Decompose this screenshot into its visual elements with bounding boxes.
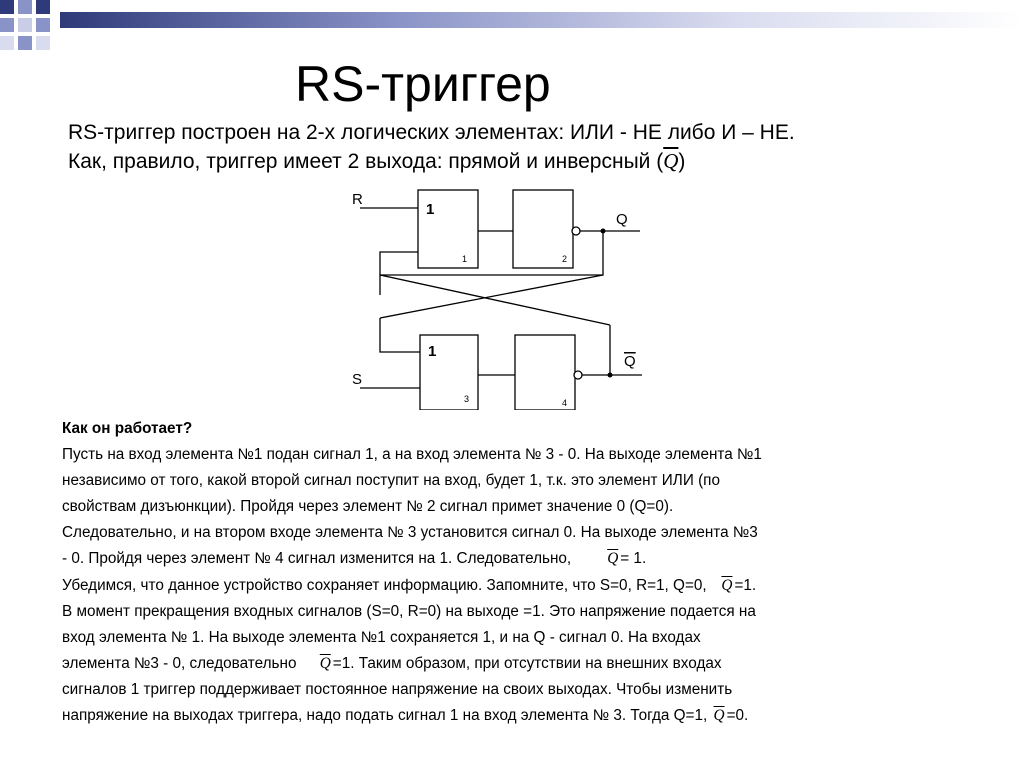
intro-line-1: RS-триггер построен на 2-х логических элементах: ИЛИ - НЕ либо И – НЕ. xyxy=(68,121,795,144)
intro-text xyxy=(68,118,968,176)
q-inverse-symbol: $\overline{Q}$ xyxy=(721,576,733,594)
q-inverse-symbol: $\overline{Q}$ xyxy=(663,149,679,173)
gate-4-number: 4 xyxy=(562,398,568,408)
q-inverse-symbol: $\overline{Q}$ xyxy=(713,707,725,725)
q-inverse-symbol: $\overline{Q}$ xyxy=(319,654,331,672)
intro-line-2: Как, правило, триггер имеет 2 выхода: прямой и инверсный $(\overline{Q})$ xyxy=(68,149,686,173)
header-bar xyxy=(60,12,1022,28)
rs-trigger-circuit xyxy=(340,180,660,410)
corner-decoration xyxy=(0,0,80,70)
gate-2-number: 2 xyxy=(562,254,568,264)
output-q-label: Q xyxy=(616,211,628,228)
explanation-line: Пусть на вход элемента №1 подан сигнал 1, а на вход элемента № 3 - 0. На выходе элемента №1 xyxy=(62,446,762,464)
explanation-line: элемента №3 - 0, следовательно $\overline{Q} =1$. Таким образом, при отсутствии на внешних входах xyxy=(62,651,982,677)
explanation-line: - 0. Пройдя через элемент № 4 сигнал изменится на 1. Следовательно, $\overline{Q} = 1$. xyxy=(62,546,982,572)
slide-title: RS-триггер xyxy=(295,56,551,112)
output-qbar-label: Q xyxy=(624,353,636,370)
explanation-line: независимо от того, какой второй сигнал поступит на вход, будет 1, т.к. это элемент ИЛИ (по xyxy=(62,472,720,490)
gate-2-inversion xyxy=(572,227,580,235)
gate-3-number: 3 xyxy=(464,394,470,404)
explanation-line: вход элемента № 1. На выходе элемента №1 сохраняется 1, и на Q - сигнал 0. На входах xyxy=(62,628,701,646)
input-r-label: R xyxy=(352,191,363,208)
gate-1-function: 1 xyxy=(426,201,435,218)
explanation-line: сигналов 1 триггер поддерживает постоянное напряжение на своих выходах. Чтобы изменить xyxy=(62,680,733,698)
explanation-line: Убедимся, что данное устройство сохраняет информацию. Запомните, что S=0, R=1, Q=0, $\overline{Q} =1$. xyxy=(62,573,982,599)
explanation-line: напряжение на выходах триггера, надо подать сигнал 1 на вход элемента № 3. Тогда Q=1, $\overline{Q} =0$. xyxy=(62,703,982,729)
input-s-label: S xyxy=(352,371,363,388)
gate-4-inversion xyxy=(574,371,582,379)
gate-1-number: 1 xyxy=(462,254,468,264)
explanation-line: Следовательно, и на втором входе элемента № 3 установится сигнал 0. На выходе элемента №3 xyxy=(62,524,758,542)
q-inverse-symbol: $\overline{Q}$ xyxy=(607,550,619,568)
explanation-heading: Как он работает? xyxy=(62,420,193,437)
gate-3-function: 1 xyxy=(428,343,437,360)
explanation-line: свойствам дизъюнкции). Пройдя через элемент № 2 сигнал примет значение 0 (Q=0). xyxy=(62,498,674,516)
explanation-line: В момент прекращения входных сигналов (S=0, R=0) на выходе =1. Это напряжение подается на xyxy=(62,602,756,620)
explanation-text xyxy=(62,416,982,729)
